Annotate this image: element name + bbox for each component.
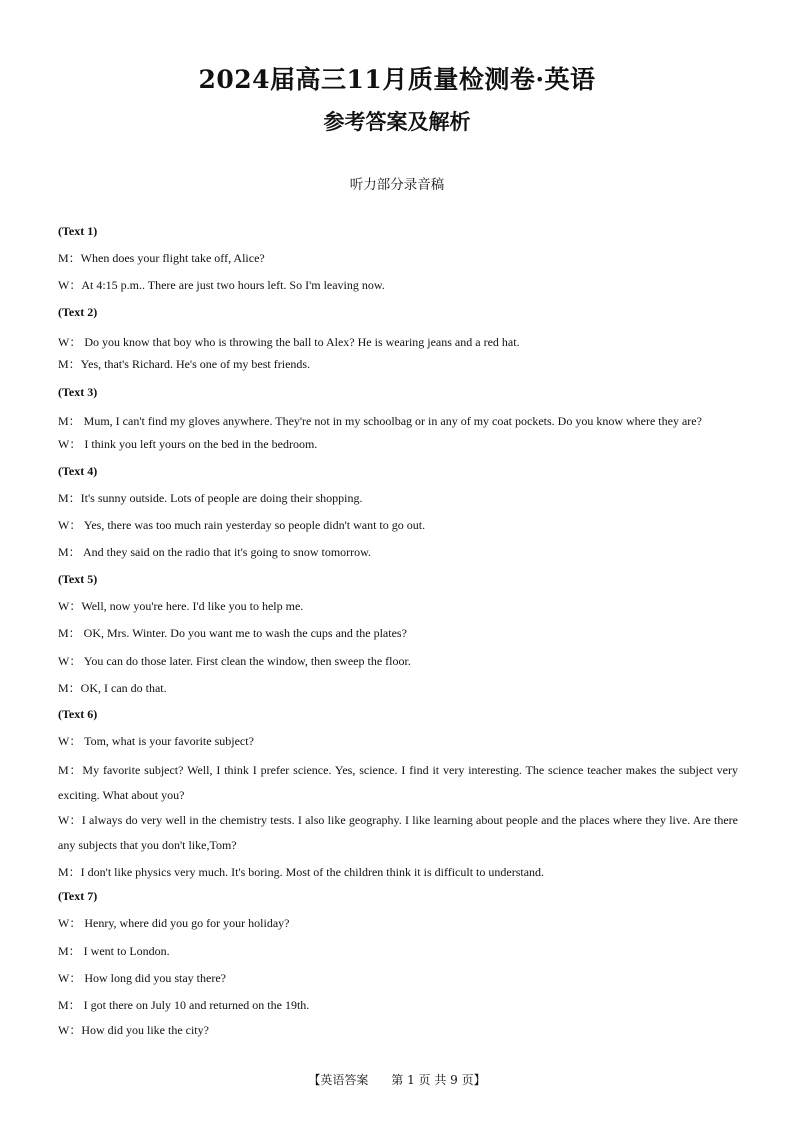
text-3-heading: (Text 3) bbox=[58, 385, 98, 399]
dialogue-line: M： I got there on July 10 and returned on the 19th. bbox=[58, 998, 310, 1012]
dialogue-line: W： How long did you stay there? bbox=[58, 971, 226, 985]
text-4-heading: (Text 4) bbox=[58, 464, 98, 478]
dialogue-line: M： I went to London. bbox=[58, 944, 170, 958]
dialogue-line: M： And they said on the radio that it's going to snow tomorrow. bbox=[58, 545, 372, 559]
dialogue-line: M：OK, I can do that. bbox=[58, 681, 167, 695]
dialogue-line: W： Henry, where did you go for your holiday? bbox=[58, 916, 290, 930]
document-subtitle: 参考答案及解析 bbox=[323, 109, 471, 134]
text-1-heading: (Text 1) bbox=[58, 224, 98, 238]
text-6-heading: (Text 6) bbox=[58, 707, 98, 721]
text-2-heading: (Text 2) bbox=[58, 305, 98, 319]
dialogue-line: W：How did you like the city? bbox=[58, 1023, 209, 1037]
text-5-heading: (Text 5) bbox=[58, 572, 98, 586]
dialogue-line: W：At 4:15 p.m.. There are just two hours left. So I'm leaving now. bbox=[58, 278, 385, 292]
dialogue-line: W： Yes, there was too much rain yesterday so people didn't want to go out. bbox=[58, 518, 426, 532]
dialogue-paragraph: W：I always do very well in the chemistry tests. I also like geography. I like learning about people and the places where they live. Are there any subjects that you don't like,Tom? bbox=[58, 813, 738, 852]
dialogue-line: M： OK, Mrs. Winter. Do you want me to wash the cups and the plates? bbox=[58, 626, 407, 640]
dialogue-line: W： Do you know that boy who is throwing the ball to Alex? He is wearing jeans and a red hat. bbox=[58, 335, 520, 349]
section-title: 听力部分录音稿 bbox=[349, 177, 445, 193]
text-7-heading: (Text 7) bbox=[58, 889, 98, 903]
dialogue-line: W： Tom, what is your favorite subject? bbox=[58, 734, 254, 748]
dialogue-line: W： I think you left yours on the bed in the bedroom. bbox=[58, 437, 318, 451]
dialogue-line: M：When does your flight take off, Alice? bbox=[58, 251, 265, 265]
dialogue-line: M：I don't like physics very much. It's boring. Most of the children think it is difficult to understand. bbox=[58, 865, 545, 879]
dialogue-line: W： You can do those later. First clean the window, then sweep the floor. bbox=[58, 654, 411, 668]
dialogue-line: W：Well, now you're here. I'd like you to help me. bbox=[58, 599, 304, 613]
dialogue-line: M：Yes, that's Richard. He's one of my best friends. bbox=[58, 357, 311, 371]
dialogue-line: M：It's sunny outside. Lots of people are doing their shopping. bbox=[58, 491, 363, 505]
document-title: 2024届高三11月质量检测卷·英语 bbox=[198, 65, 596, 94]
dialogue-line: M： Mum, I can't find my gloves anywhere. They're not in my schoolbag or in any of my coat pockets. Do you know where they are? bbox=[58, 414, 702, 428]
page-footer: 【英语答案 第 1 页 共 9 页】 bbox=[308, 1073, 486, 1087]
dialogue-paragraph: M：My favorite subject? Well, I think I prefer science. Yes, science. I find it very interesting. The science teacher makes the subject very exciting. What about you? bbox=[58, 763, 738, 802]
